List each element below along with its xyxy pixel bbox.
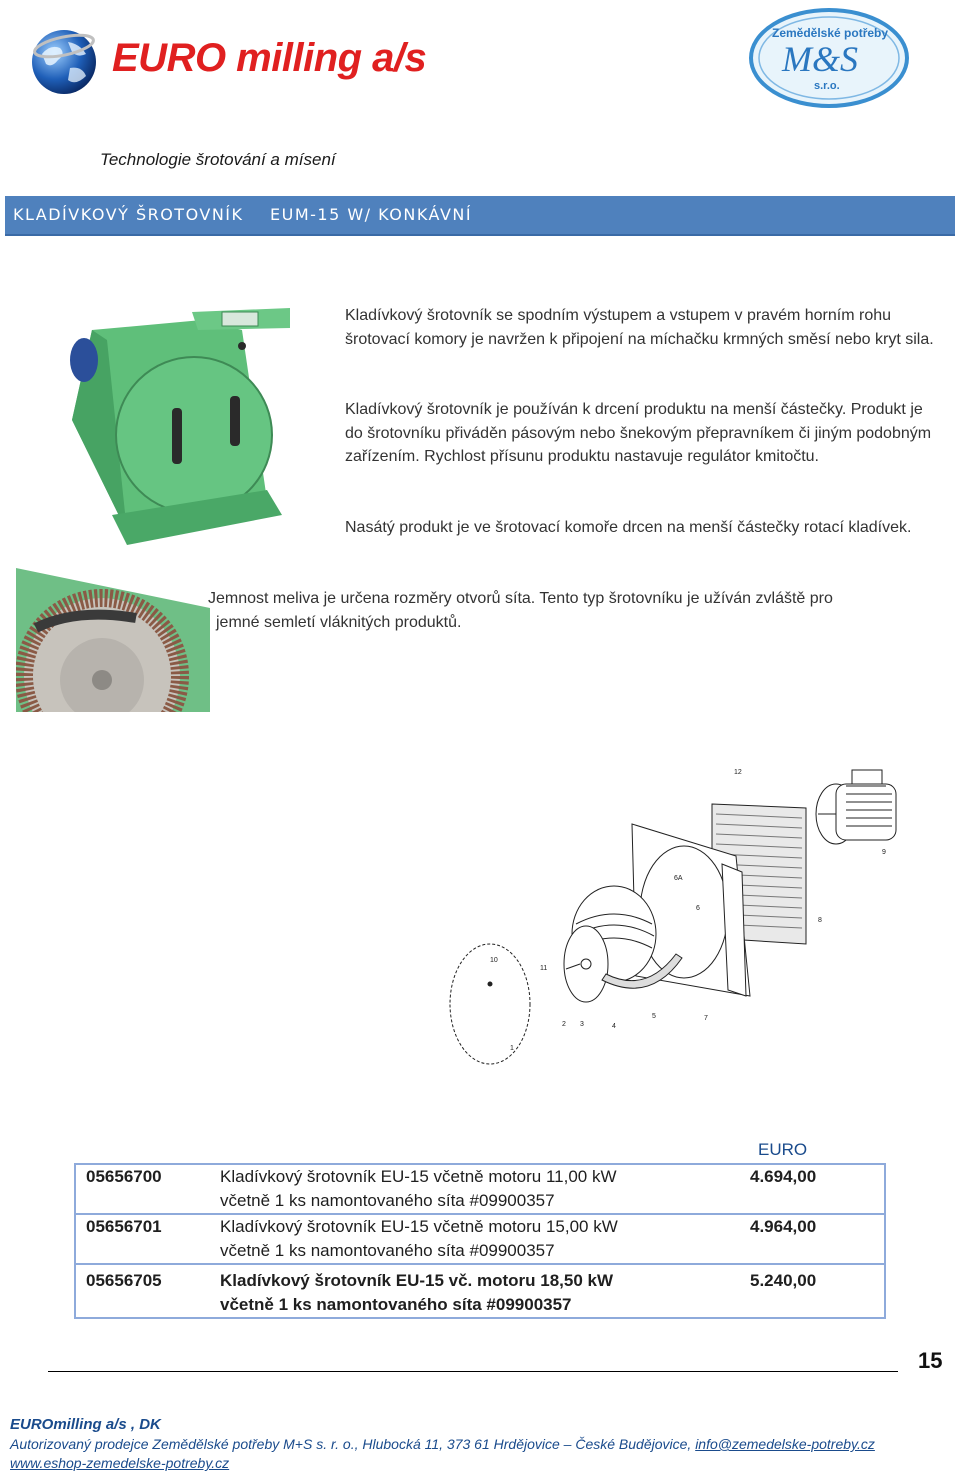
diagram-label: 4: [612, 1023, 616, 1030]
banner-model: EUM-15 W/ KONKÁVNÍ: [270, 205, 473, 224]
diagram-label: 3: [580, 1021, 584, 1028]
diagram-label: 6A: [674, 875, 683, 882]
diagram-label: 8: [818, 917, 822, 924]
usage-paragraph: Kladívkový šrotovník je používán k drcení produktu na menší částečky. Produkt je do šrotovníku přiváděn pásovým nebo šnekovým přepravníkem či jiným podobným zařízením. Rychlost přísunu produktu nastavuje regulátor kmitočtu.: [345, 401, 932, 466]
ms-logo-bottom: s.r.o.: [814, 80, 840, 92]
table-row: [75, 1264, 885, 1318]
diagram-label: 6: [696, 905, 700, 912]
description-line-2: včetně 1 ks namontovaného síta #09900357: [220, 1241, 555, 1260]
diagram-label: 11: [540, 965, 548, 972]
product-price: 5.240,00: [750, 1271, 817, 1290]
product-code: 05656700: [86, 1167, 162, 1186]
product-description: [220, 1214, 740, 1264]
description-line-2: včetně 1 ks namontovaného síta #09900357: [220, 1191, 555, 1210]
ms-logo-mid: M&S: [782, 39, 858, 79]
product-code: 05656705: [86, 1271, 162, 1290]
ms-logo: [748, 4, 910, 108]
description-line-1: Kladívkový šrotovník EU-15 vč. motoru 18,50 kW: [220, 1271, 614, 1290]
diagram-label: 2: [562, 1021, 566, 1028]
footer-company: EUROmilling a/s , DK: [10, 1416, 161, 1433]
footer-address-text: Autorizovaný prodejce Zemědělské potřeby M+S s. r. o., Hlubocká 11, 373 61 Hrdějovice – České Budějovice,: [10, 1436, 692, 1452]
intro-paragraph: Kladívkový šrotovník se spodním výstupem a vstupem v pravém horním rohu šrotovací komory je navržen k připojení na míchačku krmných směsí nebo kryt sila.: [345, 307, 934, 348]
product-description: [220, 1264, 740, 1318]
table-row: [75, 1164, 885, 1214]
description-line-2: včetně 1 ks namontovaného síta #09900357: [220, 1295, 572, 1314]
description-line-1: Kladívkový šrotovník EU-15 včetně motoru 15,00 kW: [220, 1217, 618, 1236]
product-price: 4.694,00: [750, 1167, 817, 1186]
table-row: [75, 1214, 885, 1264]
diagram-label: 7: [704, 1015, 708, 1022]
hammer-mill-photo: [52, 300, 302, 552]
banner-product-type: KLADÍVKOVÝ ŠROTOVNÍK: [13, 205, 244, 224]
diagram-label: 5: [652, 1013, 656, 1020]
footer-address: [10, 1436, 875, 1452]
fineness-line-1: Jemnost meliva je určena rozměry otvorů síta. Tento typ šrotovníku je užíván zvláště pro: [208, 590, 833, 607]
diagram-label: 1: [510, 1045, 514, 1052]
page-number: 15: [918, 1348, 943, 1373]
product-banner: [5, 196, 955, 236]
fineness-line-2: jemné semletí vláknitých produktů.: [216, 614, 462, 631]
product-price: 4.964,00: [750, 1217, 817, 1236]
product-description: [220, 1164, 740, 1214]
diagram-label: 12: [734, 769, 742, 776]
euro-milling-logo: [28, 24, 488, 104]
process-paragraph: Nasátý produkt je ve šrotovací komoře drcen na menší částečky rotací kladívek.: [345, 519, 912, 536]
footer-email-link[interactable]: info@zemedelske-potreby.cz: [695, 1436, 875, 1452]
diagram-label: 9: [882, 849, 886, 856]
globe-icon: [28, 24, 100, 96]
ms-logo-top: Zemědělské potřeby: [772, 26, 889, 40]
footer-website-link[interactable]: www.eshop-zemedelske-potreby.cz: [10, 1455, 230, 1471]
description-line-1: Kladívkový šrotovník EU-15 včetně motoru 11,00 kW: [220, 1167, 617, 1186]
footer-divider: [48, 1371, 898, 1372]
product-code: 05656701: [86, 1217, 162, 1236]
diagram-label: 10: [490, 957, 498, 964]
mill-interior-photo: [16, 568, 210, 712]
exploded-diagram: [446, 764, 922, 1074]
brand-name: EURO milling a/s: [112, 36, 427, 80]
price-table: [74, 1163, 886, 1319]
section-title: Technologie šrotování a mísení: [100, 150, 336, 169]
currency-header: EURO: [758, 1140, 808, 1159]
